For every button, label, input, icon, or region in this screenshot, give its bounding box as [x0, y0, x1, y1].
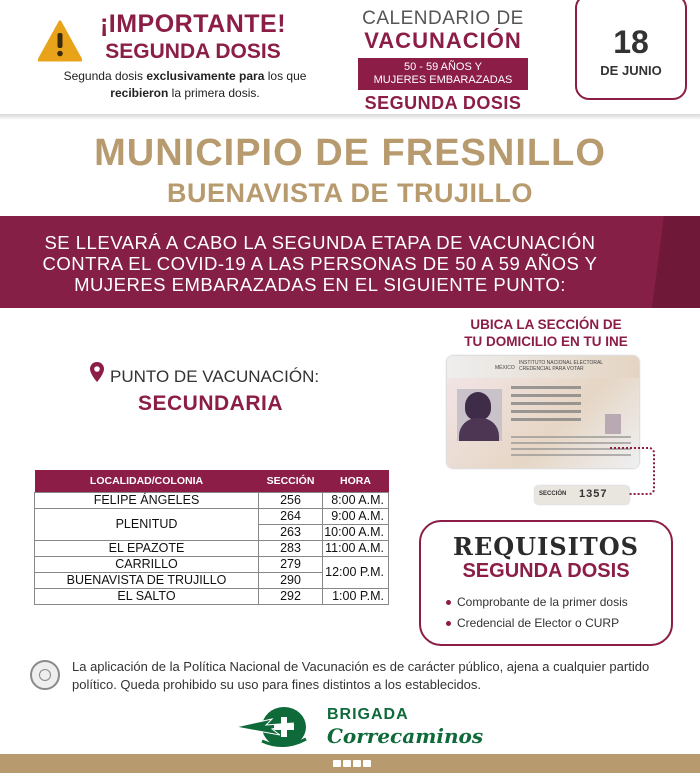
requirement-text: Credencial de Elector o CURP [457, 616, 620, 630]
requirements-title: REQUISITOS [453, 532, 639, 561]
table-row [35, 540, 389, 556]
time-cell: 11:00 A.M. [323, 540, 389, 556]
calendar-line1: CALENDARIO DE [362, 8, 524, 29]
youtube-icon[interactable] [363, 760, 371, 767]
banner-line: SE LLEVARÁ A CABO LA SEGUNDA ETAPA DE VACUNACIÓN [44, 232, 596, 253]
locality-title: BUENAVISTA DE TRUJILLO [166, 178, 533, 208]
twitter-icon[interactable] [343, 760, 351, 767]
ine-card-type: CREDENCIAL PARA VOTAR [519, 366, 584, 372]
requirement-text: Comprobante de la primer dosis [457, 595, 628, 609]
bullet-icon [446, 600, 451, 605]
ine-photo-head [465, 392, 491, 420]
announcement-banner [0, 216, 700, 308]
important-note-text: Segunda dosis [63, 69, 147, 83]
date-month: DE JUNIO [600, 63, 662, 78]
time-cell: 10:00 A.M. [323, 524, 389, 540]
table-row [35, 492, 389, 508]
banner-line: MUJERES EMBARAZADAS EN EL SIGUIENTE PUNTO: [74, 274, 566, 295]
vaccination-point-label: PUNTO DE VACUNACIÓN: [110, 367, 320, 386]
important-note-text: la primera dosis. [168, 86, 260, 100]
ine-card-institute-name: INSTITUTO NACIONAL ELECTORAL [519, 360, 604, 366]
locality-cell: PLENITUD [35, 508, 259, 540]
instagram-icon[interactable] [353, 760, 361, 767]
section-cell: 256 [259, 492, 323, 508]
government-seal-icon [30, 660, 60, 690]
calendar-box-line2: MUJERES EMBARAZADAS [373, 74, 513, 86]
banner-text [20, 232, 620, 295]
ine-card-country: MÉXICO [495, 365, 515, 371]
ine-title-line: TU DOMICILIO EN TU INE [464, 334, 628, 349]
header-shadow [0, 114, 700, 120]
important-note-text: los que [264, 69, 307, 83]
warning-icon [38, 20, 82, 62]
calendar-block [348, 8, 538, 114]
social-icons [333, 760, 371, 767]
brigade-name-line1: BRIGADA [327, 706, 409, 723]
seccion-label: SECCIÓN [539, 491, 567, 497]
calendar-line3: SEGUNDA DOSIS [364, 93, 522, 113]
bullet-icon [446, 621, 451, 626]
facebook-icon[interactable] [333, 760, 341, 767]
brigade-logo-icon [232, 705, 324, 749]
locality-cell: FELIPE ÁNGELES [35, 492, 259, 508]
location-pin-icon [90, 362, 104, 382]
section-cell: 264 [259, 508, 323, 524]
section-cell: 263 [259, 524, 323, 540]
locality-cell: EL EPAZOTE [35, 540, 259, 556]
banner-line: CONTRA EL COVID-19 A LAS PERSONAS DE 50 A 59 AÑOS Y [42, 253, 598, 274]
seccion-callout [535, 486, 629, 504]
table-header-row [35, 470, 389, 492]
brigade-name-line2: Correcaminos [327, 724, 484, 748]
ine-mini-photo [605, 414, 621, 434]
important-subtitle: SEGUNDA DOSIS [105, 40, 281, 63]
section-cell: 279 [259, 556, 323, 572]
section-cell: 283 [259, 540, 323, 556]
requirements-subtitle: SEGUNDA DOSIS [462, 560, 630, 582]
header [0, 0, 700, 118]
legal-notice: La aplicación de la Política Nacional de Vacunación es de carácter público, ajena a cualquier partido político. Queda prohibido su uso para fines distintos a los establecidos. [72, 659, 650, 692]
table-row [35, 588, 389, 604]
ine-card-institute [519, 360, 603, 372]
date-badge [575, 0, 687, 100]
important-note-bold: exclusivamente para [146, 69, 265, 83]
important-note-bold: recibieron [110, 86, 169, 100]
important-title: ¡IMPORTANTE! [99, 10, 287, 38]
important-note [30, 68, 340, 102]
time-cell: 12:00 P.M. [323, 556, 389, 588]
date-day: 18 [613, 24, 649, 60]
ine-title [446, 316, 646, 350]
ine-title-line: UBICA LA SECCIÓN DE [470, 317, 622, 332]
time-cell: 9:00 A.M. [323, 508, 389, 524]
section-cell: 290 [259, 572, 323, 588]
time-cell: 8:00 A.M. [323, 492, 389, 508]
calendar-age-box [358, 58, 528, 90]
vaccination-point-value: SECUNDARIA [138, 392, 284, 415]
requirement-item [446, 595, 628, 609]
locality-cell: CARRILLO [35, 556, 259, 572]
banner-decoration [640, 216, 700, 308]
ine-card-text-lines [511, 386, 581, 426]
header-time: HORA [323, 470, 389, 492]
requirement-item [446, 616, 619, 630]
locality-cell: EL SALTO [35, 588, 259, 604]
header-section: SECCIÓN [259, 470, 323, 492]
schedule-table [34, 470, 389, 605]
section-cell: 292 [259, 588, 323, 604]
calendar-box-line1: 50 - 59 AÑOS Y [403, 61, 483, 73]
header-locality: LOCALIDAD/COLONIA [35, 470, 259, 492]
seccion-value: 1357 [579, 488, 608, 500]
time-cell: 1:00 P.M. [323, 588, 389, 604]
locality-cell: BUENAVISTA DE TRUJILLO [35, 572, 259, 588]
calendar-line2: VACUNACIÓN [364, 28, 522, 53]
table-row [35, 508, 389, 524]
table-row [35, 556, 389, 572]
municipality-title: MUNICIPIO DE FRESNILLO [94, 132, 606, 174]
